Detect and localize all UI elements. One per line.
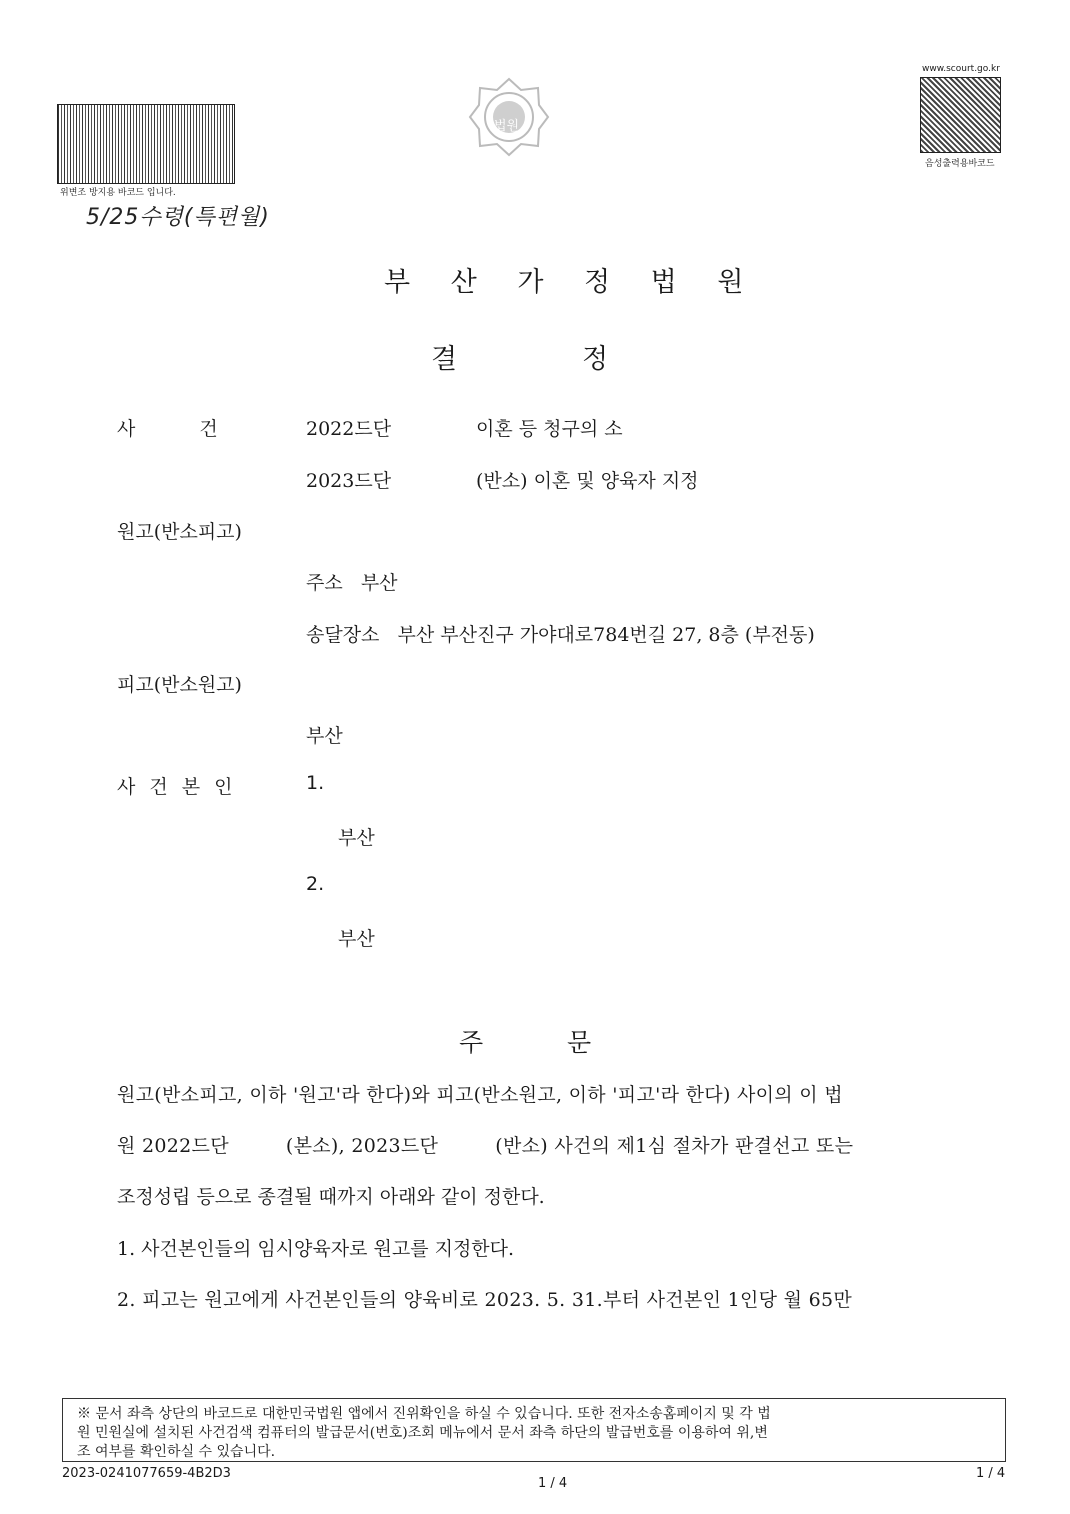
defendant-address: 부산 [306, 725, 343, 747]
principal-address: 부산 [338, 827, 375, 849]
case-label: 사 건 [117, 418, 218, 440]
principal-address: 부산 [338, 928, 375, 950]
case-name: 이혼 등 청구의 소 [476, 418, 623, 440]
notice-line: ※ 문서 좌측 상단의 바코드로 대한민국법원 앱에서 진위확인을 하실 수 있습니다. 또한 전자소송홈페이지 및 각 법 [77, 1406, 771, 1422]
plaintiff-label: 원고(반소피고) [117, 521, 242, 543]
document-title-left: 결 [431, 344, 458, 375]
handwritten-note: 5/25수령(특편월) [86, 205, 270, 230]
page-number-right: 1 / 4 [976, 1466, 1006, 1481]
order-heading-right: 문 [567, 1028, 592, 1057]
page-number: 1 / 4 [538, 1476, 568, 1491]
seal-text: 법원 [494, 119, 520, 134]
barcode-caption: 위변조 방지용 바코드 입니다. [60, 188, 176, 198]
order-heading-left: 주 [459, 1028, 484, 1057]
voice-output-qr-code [920, 77, 1001, 153]
notice-line: 원 민원실에 설치된 사건검색 컴퓨터의 발급문서(번호)조회 메뉴에서 문서 좌측 하단의 발급번호를 이용하여 위,변 [77, 1425, 768, 1441]
document-title-right: 정 [582, 344, 609, 375]
court-name: 부 산 가 정 법 원 [384, 267, 760, 298]
order-line: 1. 사건본인들의 임시양육자로 원고를 지정한다. [117, 1238, 515, 1260]
plaintiff-address: 주소 부산 [306, 572, 398, 594]
anti-forgery-barcode [57, 104, 235, 184]
principal-label: 사 건 본 인 [117, 776, 237, 798]
qr-url: www.scourt.go.kr [922, 64, 1000, 74]
principal-number: 1. [306, 772, 325, 794]
principal-number: 2. [306, 873, 325, 895]
defendant-label: 피고(반소원고) [117, 674, 242, 696]
order-line: 원고(반소피고, 이하 '원고'라 한다)와 피고(반소원고, 이하 '피고'라 한다) 사이의 이 법 [117, 1084, 843, 1106]
case-name: (반소) 이혼 및 양육자 지정 [476, 470, 699, 492]
order-line: 조정성립 등으로 종결될 때까지 아래와 같이 정한다. [117, 1186, 545, 1208]
order-line: 2. 피고는 원고에게 사건본인들의 양육비로 2023. 5. 31.부터 사건본인 1인당 월 65만 [117, 1289, 853, 1311]
case-number: 2023드단 [306, 470, 392, 492]
plaintiff-service-address: 송달장소 부산 부산진구 가야대로784번길 27, 8층 (부전동) [306, 624, 815, 646]
notice-line: 조 여부를 확인하실 수 있습니다. [77, 1444, 276, 1460]
qr-caption: 음성출력용바코드 [925, 159, 995, 169]
authenticity-notice-box [62, 1398, 1006, 1462]
issue-number: 2023-0241077659-4B2D3 [62, 1466, 231, 1481]
case-number: 2022드단 [306, 418, 392, 440]
order-line: 원 2022드단 (본소), 2023드단 (반소) 사건의 제1심 절차가 판결선고 또는 [117, 1135, 854, 1157]
